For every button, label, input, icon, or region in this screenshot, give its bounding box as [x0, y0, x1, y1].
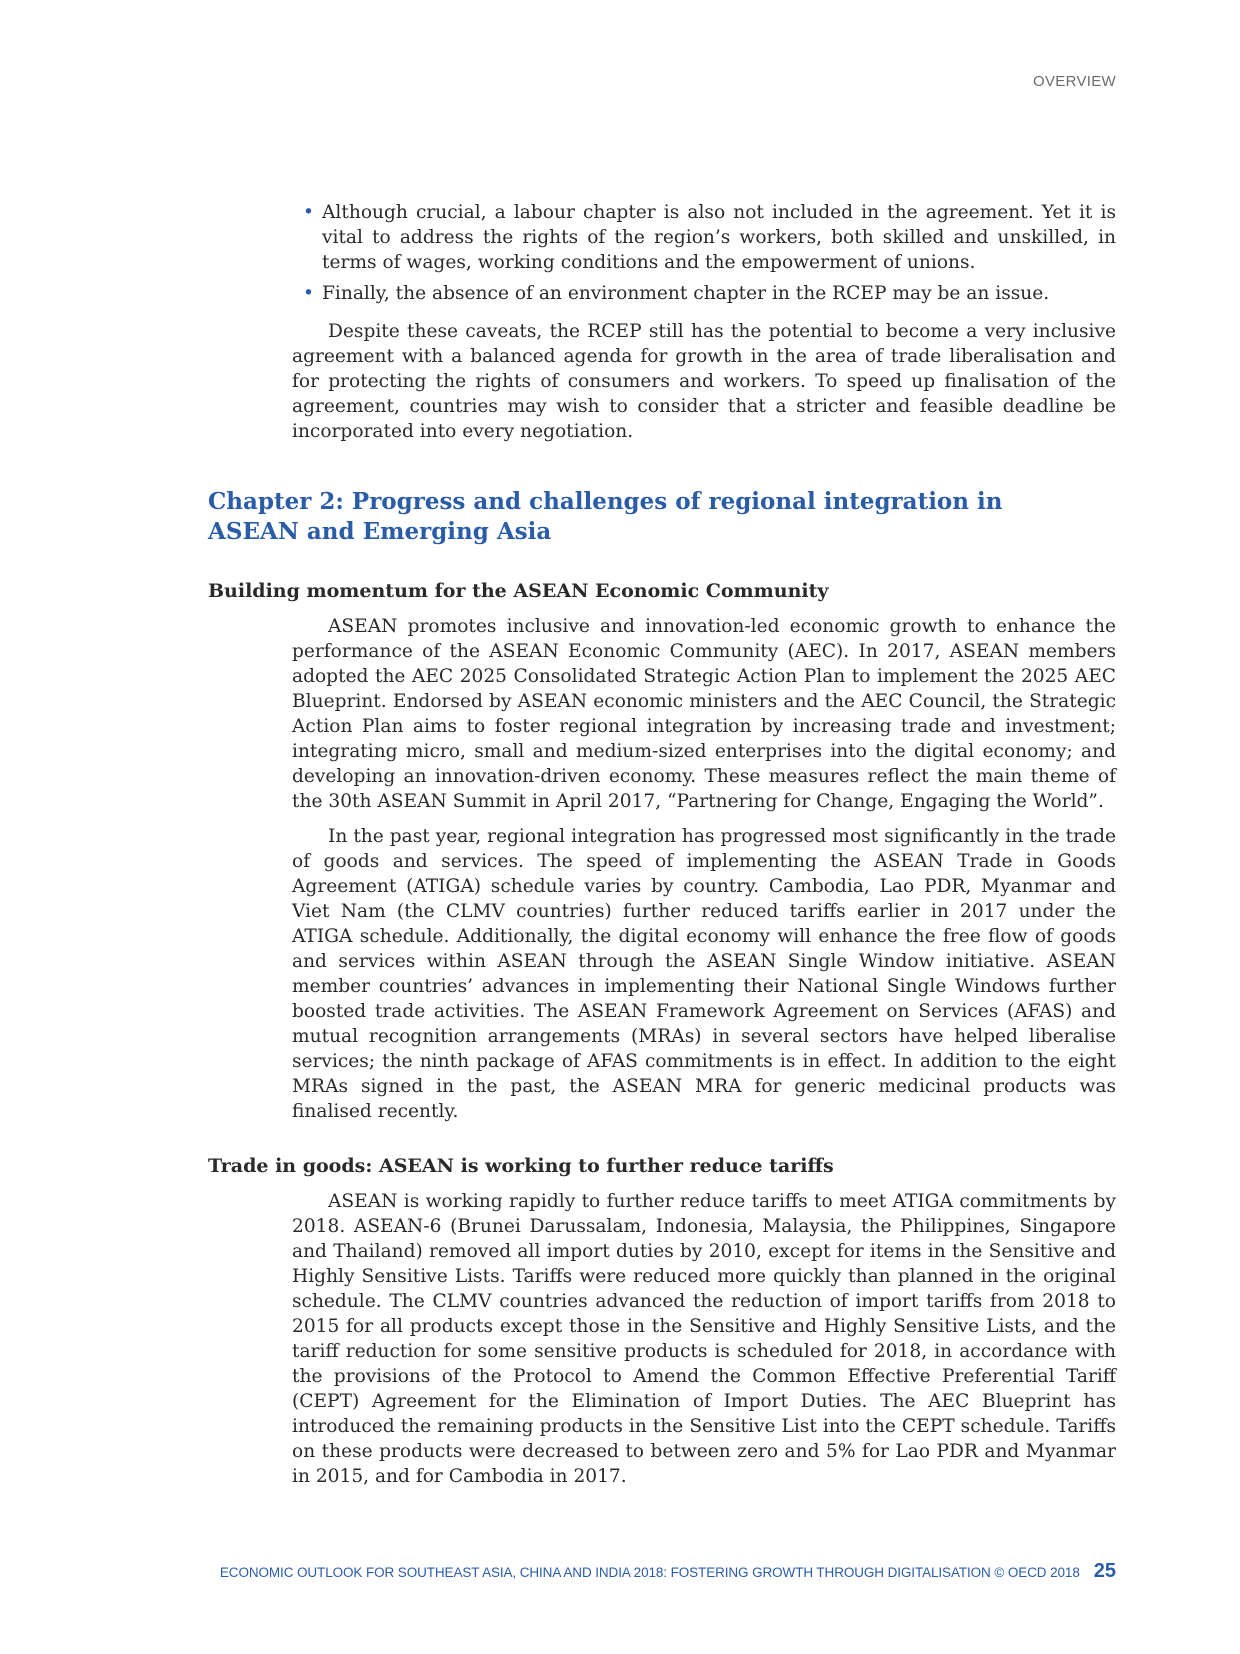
body-paragraph: ASEAN promotes inclusive and innovation-led economic growth to enhance the performance of the ASEAN Economic Community (AEC). In 2017, ASEAN members adopted the AEC 2025 Consolidated Strategic Action Plan to implement the 2025 AEC Blueprint. Endorsed by ASEAN economic ministers and the AEC Council, the Strategic Action Plan aims to foster regional integration by increasing trade and investment; integrating micro, small and medium-sized enterprises into the digital economy; and developing an innovation-driven economy. These measures reflect the main theme of the 30th ASEAN Summit in April 2017, “Partnering for Change, Engaging the World”.: [292, 616, 1116, 812]
section-heading: Trade in goods: ASEAN is working to further reduce tariffs: [208, 1155, 834, 1177]
page-content: [208, 200, 1116, 1499]
bullet-text: Although crucial, a labour chapter is also not included in the agreement. Yet it is vital to address the rights of the region’s workers, both skilled and unskilled, in terms of wages, working conditions and the empowerment of unions.: [322, 202, 1116, 273]
bullet-text: Finally, the absence of an environment chapter in the RCEP may be an issue.: [322, 283, 1050, 304]
list-item: [303, 281, 1116, 306]
body-paragraph: ASEAN is working rapidly to further reduce tariffs to meet ATIGA commitments by 2018. ASEAN-6 (Brunei Darussalam, Indonesia, Malaysia, the Philippines, Singapore and Thailand) removed all import duties by 2010, except for items in the Sensitive and Highly Sensitive Lists. Tariffs were reduced more quickly than planned in the original schedule. The CLMV countries advanced the reduction of import tariffs from 2018 to 2015 for all products except those in the Sensitive and Highly Sensitive Lists, and the tariff reduction for some sensitive products is scheduled for 2018, in accordance with the provisions of the Protocol to Amend the Common Effective Preferential Tariff (CEPT) Agreement for the Elimination of Import Duties. The AEC Blueprint has introduced the remaining products in the Sensitive List into the CEPT schedule. Tariffs on these products were decreased to between zero and 5% for Lao PDR and Myanmar in 2015, and for Cambodia in 2017.: [292, 1191, 1116, 1487]
bullet-list: [208, 200, 1116, 306]
page-footer: [220, 1560, 1116, 1583]
page-number: 25: [1093, 1560, 1116, 1582]
section-heading: Building momentum for the ASEAN Economic Community: [208, 580, 829, 602]
body-paragraph: In the past year, regional integration has progressed most significantly in the trade of goods and services. The speed of implementing the ASEAN Trade in Goods Agreement (ATIGA) schedule varies by country. Cambodia, Lao PDR, Myanmar and Viet Nam (the CLMV countries) further reduced tariffs earlier in 2017 under the ATIGA schedule. Additionally, the digital economy will enhance the free flow of goods and services within ASEAN through the ASEAN Single Window initiative. ASEAN member countries’ advances in implementing their National Single Windows further boosted trade activities. The ASEAN Framework Agreement on Services (AFAS) and mutual recognition arrangements (MRAs) in several sectors have helped liberalise services; the ninth package of AFAS commitments is in effect. In addition to the eight MRAs signed in the past, the ASEAN MRA for generic medicinal products was finalised recently.: [292, 826, 1116, 1122]
footer-citation: ECONOMIC OUTLOOK FOR SOUTHEAST ASIA, CHINA AND INDIA 2018: FOSTERING GROWTH THROUGH DIGITALISATION © OECD 2018: [219, 1565, 1080, 1580]
intro-paragraph: Despite these caveats, the RCEP still has the potential to become a very inclusive agreement with a balanced agenda for growth in the area of trade liberalisation and for protecting the rights of consumers and workers. To speed up finalisation of the agreement, countries may wish to consider that a stricter and feasible deadline be incorporated into every negotiation.: [292, 321, 1116, 442]
list-item: [303, 200, 1116, 275]
chapter-title: Chapter 2: Progress and challenges of regional integration in ASEAN and Emerging Asia: [208, 488, 1003, 545]
running-head: OVERVIEW: [1033, 73, 1116, 90]
bullet-icon: •: [303, 202, 314, 223]
bullet-icon: •: [303, 283, 314, 304]
